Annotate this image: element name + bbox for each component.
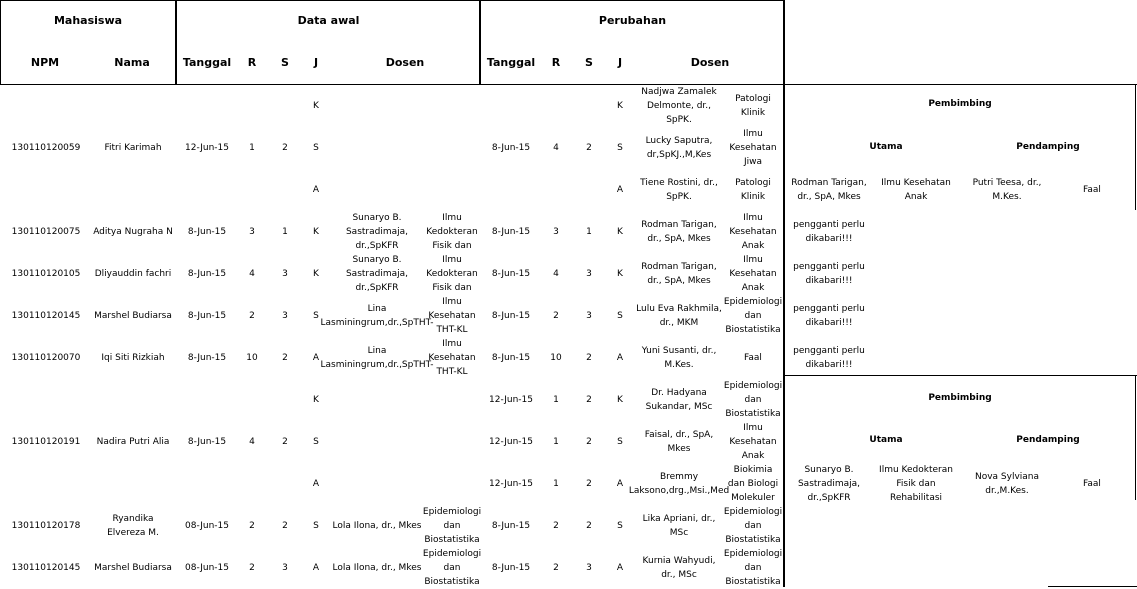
row1-s: 1	[282, 227, 288, 237]
panel2-title: Pembimbing	[928, 393, 992, 403]
row5-c1-r: 1	[553, 395, 559, 405]
row0-c1-j: K	[617, 101, 623, 111]
row1-tgl: 8-Jun-15	[187, 227, 227, 237]
panel2-pendamping-bagian: Faal	[1083, 479, 1101, 489]
row2-tgl2: 8-Jun-15	[491, 269, 531, 279]
top-border	[0, 0, 785, 1]
row3-bagian: Ilmu Kesehatan THT-KL	[428, 297, 476, 335]
row2-bagian: Ilmu Kedokteran Fisik dan	[426, 255, 478, 293]
row6-j2: S	[617, 521, 623, 531]
row5-c2-dosen: Faisal, dr., SpA, Mkes	[644, 430, 714, 454]
row0-c3-bagian: Patologi Klinik	[735, 178, 771, 202]
row6-note	[786, 505, 872, 547]
row5-j2: S	[313, 437, 319, 447]
row4-tgl: 8-Jun-15	[187, 353, 227, 363]
panel1-utama-bagian: Ilmu Kesehatan Anak	[881, 178, 951, 202]
header-mahasiswa: Mahasiswa	[53, 14, 123, 27]
row5-npm: 130110120191	[11, 437, 81, 447]
row5-c2-s: 2	[586, 437, 592, 447]
panel1-right-border	[1135, 84, 1136, 210]
row0-j1: K	[313, 101, 319, 111]
row4-r: 10	[246, 353, 258, 363]
panel1-pendamping: Pendamping	[1016, 142, 1080, 152]
row7-nama: Marshel Budiarsa	[94, 563, 172, 573]
col-dosen-2: Dosen	[690, 56, 730, 69]
panel2-utama: Utama	[869, 435, 903, 445]
row6-bagian2: Epidemiologi dan Biostatistika	[723, 507, 783, 545]
row0-c1-dosen: Nadjwa Zamalek Delmonte, dr., SpPK.	[641, 87, 717, 125]
row0-s: 2	[282, 142, 288, 153]
row7-s: 3	[282, 563, 288, 573]
row1-npm: 130110120075	[11, 227, 81, 237]
row7-bagian2: Epidemiologi dan Biostatistika	[723, 549, 783, 587]
row0-c3-dosen: Tiene Rostini, dr., SpPK.	[640, 178, 718, 202]
panel2-pendamping-dosen: Nova Sylviana dr.,M.Kes.	[974, 472, 1040, 496]
row2-npm: 130110120105	[11, 269, 81, 279]
row3-tgl2: 8-Jun-15	[491, 311, 531, 321]
row4-npm: 130110120070	[11, 353, 81, 363]
header-data-awal: Data awal	[297, 14, 360, 27]
row6-nama: Ryandika Elvereza M.	[107, 514, 159, 538]
row1-bagian: Ilmu Kedokteran Fisik dan	[426, 213, 478, 251]
row0-r-2: 4	[553, 142, 559, 153]
col-r: R	[247, 56, 257, 69]
row4-dosen2: Yuni Susanti, dr., M.Kes.	[641, 346, 717, 370]
row6-j: S	[313, 521, 319, 531]
row0-s-2: 2	[586, 142, 592, 153]
row3-j2: S	[617, 311, 623, 321]
row6-tgl: 08-Jun-15	[185, 521, 229, 531]
col-s-2: S	[585, 56, 593, 69]
row0-c3-j: A	[616, 185, 624, 195]
row6-npm: 130110120178	[11, 521, 81, 531]
row3-dosen2: Lulu Eva Rakhmila, dr., MKM	[636, 304, 722, 328]
row2-j2: K	[617, 269, 623, 279]
col-s: S	[281, 56, 289, 69]
col-tanggal-2: Tanggal	[486, 56, 536, 69]
row4-s2: 2	[586, 353, 592, 363]
row4-r2: 10	[550, 353, 562, 363]
row3-r2: 2	[553, 311, 559, 321]
row2-s2: 3	[586, 269, 592, 279]
row7-npm: 130110120145	[11, 563, 81, 573]
row1-bagian2: Ilmu Kesehatan Anak	[729, 213, 777, 251]
row0-nama: Fitri Karimah	[104, 142, 162, 153]
row0-j2: S	[313, 143, 319, 153]
row4-j2: A	[616, 353, 624, 363]
row5-c3-r: 1	[553, 479, 559, 489]
row0-r: 1	[249, 142, 255, 153]
row3-tgl: 8-Jun-15	[187, 311, 227, 321]
row4-bagian: Ilmu Kesehatan THT-KL	[428, 339, 476, 377]
row0-tanggal-2: 8-Jun-15	[491, 142, 531, 153]
row6-bagian: Epidemiologi dan Biostatistika	[422, 507, 482, 545]
divider-3	[783, 0, 785, 587]
row2-tgl: 8-Jun-15	[187, 269, 227, 279]
row1-dosen: Sunaryo B. Sastradimaja, dr.,SpKFR	[345, 213, 409, 251]
row7-dosen: Lola Ilona, dr., Mkes	[332, 563, 422, 573]
row3-nama: Marshel Budiarsa	[94, 311, 172, 321]
row0-c1-bagian: Patologi Klinik	[735, 94, 771, 118]
row6-r2: 2	[553, 521, 559, 531]
col-nama: Nama	[114, 56, 150, 69]
col-r-2: R	[551, 56, 561, 69]
row3-dosen: Lina Lasminingrum,dr.,SpTHT-	[320, 304, 434, 328]
row5-j1: K	[313, 395, 319, 405]
row2-s: 3	[282, 269, 288, 279]
row5-c3-tanggal: 12-Jun-15	[489, 479, 533, 489]
row3-bagian2: Epidemiologi dan Biostatistika	[723, 297, 783, 335]
row5-s: 2	[282, 437, 288, 447]
divider-2	[479, 0, 481, 84]
divider-1	[175, 0, 177, 84]
row7-note	[786, 547, 872, 589]
panel2-pendamping: Pendamping	[1016, 435, 1080, 445]
row5-c1-dosen: Dr. Hadyana Sukandar, MSc	[645, 388, 713, 412]
row5-j3: A	[312, 479, 320, 489]
row2-dosen: Sunaryo B. Sastradimaja, dr.,SpKFR	[345, 255, 409, 293]
row5-c2-j: S	[617, 437, 623, 447]
row7-s2: 3	[586, 563, 592, 573]
row5-c3-bagian: Biokimia dan Biologi Molekuler	[727, 465, 779, 503]
panel1-title: Pembimbing	[928, 99, 992, 109]
col-tanggal: Tanggal	[182, 56, 232, 69]
row2-j: K	[313, 269, 319, 279]
row2-r2: 4	[553, 269, 559, 279]
row1-j: K	[313, 227, 319, 237]
row6-s: 2	[282, 521, 288, 531]
row0-c2-bagian: Ilmu Kesehatan Jiwa	[729, 129, 777, 167]
row2-nama: Dliyauddin fachri	[94, 269, 172, 279]
row5-c2-bagian: Ilmu Kesehatan Anak	[729, 423, 777, 461]
row0-j3: A	[312, 185, 320, 195]
row1-j2: K	[617, 227, 623, 237]
row6-r: 2	[249, 521, 255, 531]
row1-note: pengganti perlu dikabari!!!	[793, 220, 865, 244]
row7-bagian: Epidemiologi dan Biostatistika	[422, 549, 482, 587]
row3-r: 2	[249, 311, 255, 321]
row1-tgl2: 8-Jun-15	[491, 227, 531, 237]
row1-s2: 1	[586, 227, 592, 237]
row0-tanggal: 12-Jun-15	[185, 142, 229, 153]
row7-j2: A	[616, 563, 624, 573]
col-j: J	[313, 56, 319, 69]
bottom-edge	[1048, 586, 1137, 587]
row7-tgl2: 8-Jun-15	[491, 563, 531, 573]
panel2-utama-dosen: Sunaryo B. Sastradimaja, dr.,SpKFR	[797, 465, 861, 503]
row5-c2-tanggal: 12-Jun-15	[489, 437, 533, 447]
row3-npm: 130110120145	[11, 311, 81, 321]
header-perubahan: Perubahan	[598, 14, 667, 27]
panel2-utama-bagian: Ilmu Kedokteran Fisik dan Rehabilitasi	[879, 465, 953, 503]
row2-r: 4	[249, 269, 255, 279]
row5-c3-dosen: Bremmy Laksono,drg.,Msi.,Med	[628, 472, 730, 496]
row5-c3-s: 2	[586, 479, 592, 489]
row5-c1-s: 2	[586, 395, 592, 405]
row5-c1-tanggal: 12-Jun-15	[489, 395, 533, 405]
row2-dosen2: Rodman Tarigan, dr., SpA, Mkes	[641, 262, 717, 286]
row5-c2-r: 1	[553, 437, 559, 447]
row2-bagian2: Ilmu Kesehatan Anak	[729, 255, 777, 293]
row4-dosen: Lina Lasminingrum,dr.,SpTHT-	[320, 346, 434, 370]
panel1-pendamping-dosen: Putri Teesa, dr., M.Kes.	[972, 178, 1042, 202]
row0-npm: 130110120059	[11, 142, 81, 153]
row3-s2: 3	[586, 311, 592, 321]
panel2-right-border	[1135, 375, 1136, 500]
row1-nama: Aditya Nugraha N	[93, 227, 173, 237]
col-dosen: Dosen	[385, 56, 425, 69]
row5-tanggal: 8-Jun-15	[187, 437, 227, 447]
row3-j: S	[313, 311, 319, 321]
row7-j: A	[312, 563, 320, 573]
row4-s: 2	[282, 353, 288, 363]
row4-j: A	[312, 353, 320, 363]
row6-dosen2: Lika Apriani, dr., MSc	[642, 514, 716, 538]
row1-dosen2: Rodman Tarigan, dr., SpA, Mkes	[641, 220, 717, 244]
row3-note: pengganti perlu dikabari!!!	[793, 304, 865, 328]
row5-c3-j: A	[616, 479, 624, 489]
panel1-utama-dosen: Rodman Tarigan, dr., SpA, Mkes	[791, 178, 867, 202]
row2-note: pengganti perlu dikabari!!!	[793, 262, 865, 286]
left-border	[0, 0, 1, 84]
row4-note: pengganti perlu dikabari!!!	[793, 346, 865, 370]
row5-r: 4	[249, 437, 255, 447]
col-j-2: J	[617, 56, 623, 69]
row1-r2: 3	[553, 227, 559, 237]
row0-c2-dosen: Lucky Saputra, dr,SpKJ.,M,Kes	[645, 136, 713, 160]
row4-tgl2: 8-Jun-15	[491, 353, 531, 363]
row4-bagian2: Faal	[744, 353, 762, 363]
row4-nama: Iqi Siti Rizkiah	[101, 353, 165, 363]
row6-dosen: Lola Ilona, dr., Mkes	[332, 521, 422, 531]
row7-r2: 2	[553, 563, 559, 573]
row3-s: 3	[282, 311, 288, 321]
row5-nama: Nadira Putri Alia	[96, 437, 170, 447]
panel1-utama: Utama	[869, 142, 903, 152]
row5-c1-bagian: Epidemiologi dan Biostatistika	[723, 381, 783, 419]
row0-c2-j: S	[617, 143, 623, 153]
row7-r: 2	[249, 563, 255, 573]
row5-c1-j: K	[617, 395, 623, 405]
col-npm: NPM	[30, 56, 60, 69]
row7-tgl: 08-Jun-15	[185, 563, 229, 573]
row6-s2: 2	[586, 521, 592, 531]
panel1-pendamping-bagian: Faal	[1083, 185, 1101, 195]
row7-dosen2: Kurnia Wahyudi, dr., MSc	[642, 556, 716, 580]
row6-tgl2: 8-Jun-15	[491, 521, 531, 531]
row1-r: 3	[249, 227, 255, 237]
